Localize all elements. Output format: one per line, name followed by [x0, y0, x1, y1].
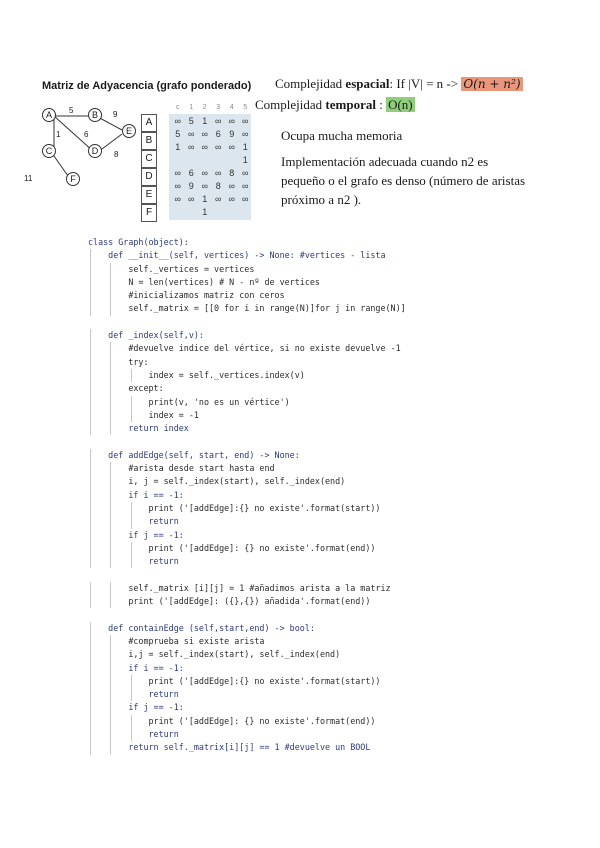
matrix-row-label: B — [141, 132, 157, 150]
temporal-formula: O(n) — [388, 97, 413, 112]
matrix-row-label: A — [141, 114, 157, 132]
indent-guide — [110, 289, 111, 302]
code-text: print ('[addEdge]:{} no existe'.format(start)) — [88, 675, 381, 686]
edge-weight-label: 6 — [84, 130, 89, 139]
matrix-cell: ∞ — [215, 116, 222, 126]
code-text: def containEdge (self,start,end) -> bool: — [88, 622, 315, 633]
graph-node: F — [66, 172, 80, 186]
indent-guide — [110, 342, 111, 355]
graph-node: A — [42, 108, 56, 122]
matrix-cell: 1 — [202, 207, 208, 217]
indent-guide — [110, 555, 111, 568]
code-line — [88, 662, 593, 675]
indent-guide — [90, 502, 91, 515]
indent-guide — [90, 302, 91, 315]
matrix-cell: ∞ — [242, 181, 249, 191]
matrix-cell: ∞ — [174, 194, 181, 204]
indent-guide — [90, 555, 91, 568]
indent-guide — [110, 276, 111, 289]
matrix-col-header: 4 — [229, 104, 234, 111]
indent-guide — [110, 529, 111, 542]
implementation-note: Implementación adecuada cuando n2 es pequeño o el grafo es denso (número de aristas próximo a n2 ). — [281, 154, 526, 207]
code-line — [88, 276, 593, 289]
code-text: def addEdge(self, start, end) -> None: — [88, 449, 300, 460]
matrix-row-label: D — [141, 168, 157, 186]
matrix-cell: ∞ — [174, 181, 181, 191]
indent-guide — [90, 249, 91, 262]
indent-guide — [131, 396, 132, 409]
matrix-cell: ∞ — [242, 129, 249, 139]
indent-guide — [90, 728, 91, 741]
indent-guide — [131, 728, 132, 741]
code-line — [88, 595, 593, 608]
indent-guide — [131, 542, 132, 555]
matrix-cell: ∞ — [174, 168, 181, 178]
code-line — [88, 356, 593, 369]
code-line — [88, 701, 593, 714]
code-line — [88, 582, 593, 595]
edge-weight-label: 9 — [113, 110, 118, 119]
graph-node: D — [88, 144, 102, 158]
code-text: if i == -1: — [88, 662, 184, 673]
matrix-cell: ∞ — [201, 129, 208, 139]
indent-guide — [90, 422, 91, 435]
indent-guide — [131, 369, 132, 382]
code-block — [88, 236, 593, 755]
code-line — [88, 741, 593, 754]
code-text: return index — [88, 423, 189, 434]
spatial-formula: O(n + n²) — [463, 77, 521, 91]
spatial-prefix: Complejidad — [275, 76, 346, 91]
indent-guide — [131, 555, 132, 568]
indent-guide — [90, 582, 91, 595]
indent-guide — [110, 648, 111, 661]
code-text: if i == -1: — [88, 489, 184, 500]
matrix-col-header: 1 — [189, 104, 194, 111]
code-text: return — [88, 516, 179, 527]
matrix-cell: ∞ — [188, 194, 195, 204]
code-text: print ('[addEdge]: ({},{}) añadida'.format(end)) — [88, 596, 371, 607]
code-line — [88, 382, 593, 395]
edge-weight-label: 1 — [56, 130, 61, 139]
indent-guide — [90, 675, 91, 688]
indent-guide — [90, 648, 91, 661]
matrix-row-label: F — [141, 204, 157, 222]
code-line — [88, 396, 593, 409]
code-text: print ('[addEdge]: {} no existe'.format(end)) — [88, 542, 376, 553]
indent-guide — [110, 489, 111, 502]
temporal-rest: : — [375, 97, 387, 112]
matrix-col-header: c — [176, 104, 180, 111]
code-text: except: — [88, 383, 164, 394]
indent-guide — [131, 515, 132, 528]
indent-guide — [110, 688, 111, 701]
indent-guide — [90, 396, 91, 409]
matrix-cell: 5 — [188, 116, 194, 126]
graph-node: B — [88, 108, 102, 122]
matrix-cell: ∞ — [215, 194, 222, 204]
indent-guide — [90, 449, 91, 462]
indent-guide — [90, 635, 91, 648]
code-line — [88, 715, 593, 728]
code-text: #comprueba si existe arista — [88, 635, 265, 646]
indent-guide — [90, 741, 91, 754]
indent-guide — [131, 715, 132, 728]
code-text: print ('[addEdge]:{} no existe'.format(start)) — [88, 502, 381, 513]
indent-guide — [110, 715, 111, 728]
code-text: return — [88, 556, 179, 567]
code-text: class Graph(object): — [88, 237, 189, 247]
graph-node: C — [42, 144, 56, 158]
indent-guide — [110, 302, 111, 315]
indent-guide — [90, 688, 91, 701]
code-text: N = len(vertices) # N - nº de vertices — [88, 276, 320, 287]
matrix-col-header: 3 — [216, 104, 221, 111]
spatial-rest: : If |V| = n -> — [389, 76, 462, 91]
indent-guide — [110, 542, 111, 555]
spatial-bold: espacial — [345, 76, 390, 91]
code-text: return — [88, 728, 179, 739]
temporal-bold: temporal — [325, 97, 376, 112]
indent-guide — [110, 502, 111, 515]
code-line — [88, 435, 593, 448]
code-line — [88, 542, 593, 555]
matrix-cell: 9 — [188, 181, 194, 191]
indent-guide — [90, 489, 91, 502]
matrix-cell: ∞ — [201, 168, 208, 178]
indent-guide — [131, 409, 132, 422]
indent-guide — [110, 701, 111, 714]
matrix-cell: ∞ — [174, 116, 181, 126]
code-text: if j == -1: — [88, 529, 184, 540]
indent-guide — [90, 276, 91, 289]
code-line — [88, 515, 593, 528]
code-line — [88, 342, 593, 355]
code-line — [88, 622, 593, 635]
indent-guide — [110, 635, 111, 648]
code-line — [88, 529, 593, 542]
graph-figure — [24, 104, 138, 190]
matrix-cell: 5 — [175, 129, 181, 139]
indent-guide — [131, 675, 132, 688]
indent-guide — [90, 701, 91, 714]
matrix-cell: ∞ — [188, 129, 195, 139]
indent-guide — [90, 595, 91, 608]
code-text: self._matrix [i][j] = 1 #añadimos arista a la matriz — [88, 582, 391, 593]
edge-weight-label: 11 — [24, 174, 33, 183]
matrix-cell: ∞ — [228, 142, 235, 152]
indent-guide — [110, 382, 111, 395]
code-text: if j == -1: — [88, 702, 184, 713]
matrix-cell: 1 — [175, 142, 181, 152]
code-text: self._matrix = [[0 for i in range(N)]for j in range(N)] — [88, 303, 406, 314]
code-line — [88, 302, 593, 315]
indent-guide — [90, 263, 91, 276]
indent-guide — [110, 422, 111, 435]
indent-guide — [110, 741, 111, 754]
edge-weight-label: 5 — [69, 106, 74, 115]
indent-guide — [110, 396, 111, 409]
code-line — [88, 316, 593, 329]
matrix-cell: 8 — [215, 181, 221, 191]
matrix-cell: 1 — [242, 155, 248, 165]
indent-guide — [90, 662, 91, 675]
graph-node: E — [122, 124, 136, 138]
indent-guide — [90, 369, 91, 382]
indent-guide — [110, 356, 111, 369]
code-text: try: — [88, 356, 149, 367]
indent-guide — [110, 369, 111, 382]
temporal-prefix: Complejidad — [255, 97, 326, 112]
indent-guide — [110, 675, 111, 688]
matrix-col-header: 5 — [243, 104, 248, 111]
indent-guide — [110, 263, 111, 276]
matrix-cell: 8 — [229, 168, 235, 178]
code-text: #arista desde start hasta end — [88, 463, 275, 474]
indent-guide — [110, 662, 111, 675]
indent-guide — [90, 462, 91, 475]
indent-guide — [110, 475, 111, 488]
code-text: index = self._vertices.index(v) — [88, 369, 305, 380]
indent-guide — [90, 342, 91, 355]
code-text: def __init__(self, vertices) -> None: #vertices - lista — [88, 250, 386, 261]
matrix-cell: ∞ — [201, 142, 208, 152]
edge-weight-label: 8 — [114, 150, 119, 159]
code-line — [88, 555, 593, 568]
code-text: #devuelve indice del vértice, si no existe devuelve -1 — [88, 343, 401, 354]
matrix-cell: ∞ — [242, 116, 249, 126]
indent-guide — [90, 715, 91, 728]
matrix-col-header: 2 — [202, 104, 207, 111]
indent-guide — [90, 515, 91, 528]
matrix-cell: ∞ — [242, 194, 249, 204]
matrix-row-label: C — [141, 150, 157, 168]
code-line — [88, 675, 593, 688]
indent-guide — [90, 475, 91, 488]
spatial-complexity — [275, 76, 523, 92]
indent-guide — [90, 542, 91, 555]
code-line — [88, 489, 593, 502]
code-text: print(v, 'no es un vértice') — [88, 396, 290, 407]
code-text: def _index(self,v): — [88, 330, 204, 341]
code-line — [88, 648, 593, 661]
code-line — [88, 462, 593, 475]
matrix-cell: ∞ — [215, 142, 222, 152]
indent-guide — [131, 688, 132, 701]
matrix-cell: ∞ — [242, 168, 249, 178]
code-text: return — [88, 689, 179, 700]
code-text: index = -1 — [88, 409, 199, 420]
code-line — [88, 568, 593, 581]
code-line — [88, 289, 593, 302]
indent-guide — [110, 595, 111, 608]
code-line — [88, 688, 593, 701]
code-text: self._vertices = vertices — [88, 263, 255, 274]
code-text: i,j = self._index(start), self._index(end) — [88, 649, 341, 660]
code-text: print ('[addEdge]: {} no existe'.format(end)) — [88, 715, 376, 726]
indent-guide — [90, 529, 91, 542]
matrix-cell: ∞ — [188, 142, 195, 152]
code-line — [88, 369, 593, 382]
code-line — [88, 608, 593, 621]
indent-guide — [90, 409, 91, 422]
code-line — [88, 263, 593, 276]
indent-guide — [110, 462, 111, 475]
indent-guide — [90, 622, 91, 635]
code-line — [88, 635, 593, 648]
matrix-cell: 6 — [215, 129, 221, 139]
code-line — [88, 236, 593, 249]
matrix-cell: ∞ — [228, 116, 235, 126]
code-line — [88, 728, 593, 741]
memory-note: Ocupa mucha memoria — [281, 128, 403, 143]
indent-guide — [110, 515, 111, 528]
code-line — [88, 475, 593, 488]
matrix-cell: 1 — [202, 116, 208, 126]
matrix-cell: 1 — [242, 142, 248, 152]
indent-guide — [110, 728, 111, 741]
indent-guide — [110, 409, 111, 422]
code-line — [88, 422, 593, 435]
indent-guide — [90, 289, 91, 302]
code-line — [88, 329, 593, 342]
indent-guide — [90, 356, 91, 369]
adjacency-matrix — [141, 104, 251, 220]
indent-guide — [110, 582, 111, 595]
matrix-cell: ∞ — [201, 181, 208, 191]
matrix-cell: 1 — [202, 194, 208, 204]
matrix-row-label: E — [141, 186, 157, 204]
matrix-cell: ∞ — [228, 181, 235, 191]
matrix-cell: 9 — [229, 129, 235, 139]
indent-guide — [90, 329, 91, 342]
temporal-complexity — [255, 97, 415, 113]
matrix-cell: ∞ — [215, 168, 222, 178]
matrix-cell: ∞ — [228, 194, 235, 204]
code-text: return self._matrix[i][j] == 1 #devuelve un BOOL — [88, 742, 371, 753]
code-line — [88, 409, 593, 422]
code-text: #inicializamos matriz con ceros — [88, 290, 285, 301]
code-line — [88, 449, 593, 462]
matrix-cell: 6 — [188, 168, 194, 178]
code-line — [88, 502, 593, 515]
code-text: i, j = self._index(start), self._index(end) — [88, 476, 346, 487]
code-line — [88, 249, 593, 262]
indent-guide — [90, 382, 91, 395]
indent-guide — [131, 502, 132, 515]
figure-title: Matriz de Adyacencia (grafo ponderado) — [42, 80, 252, 92]
